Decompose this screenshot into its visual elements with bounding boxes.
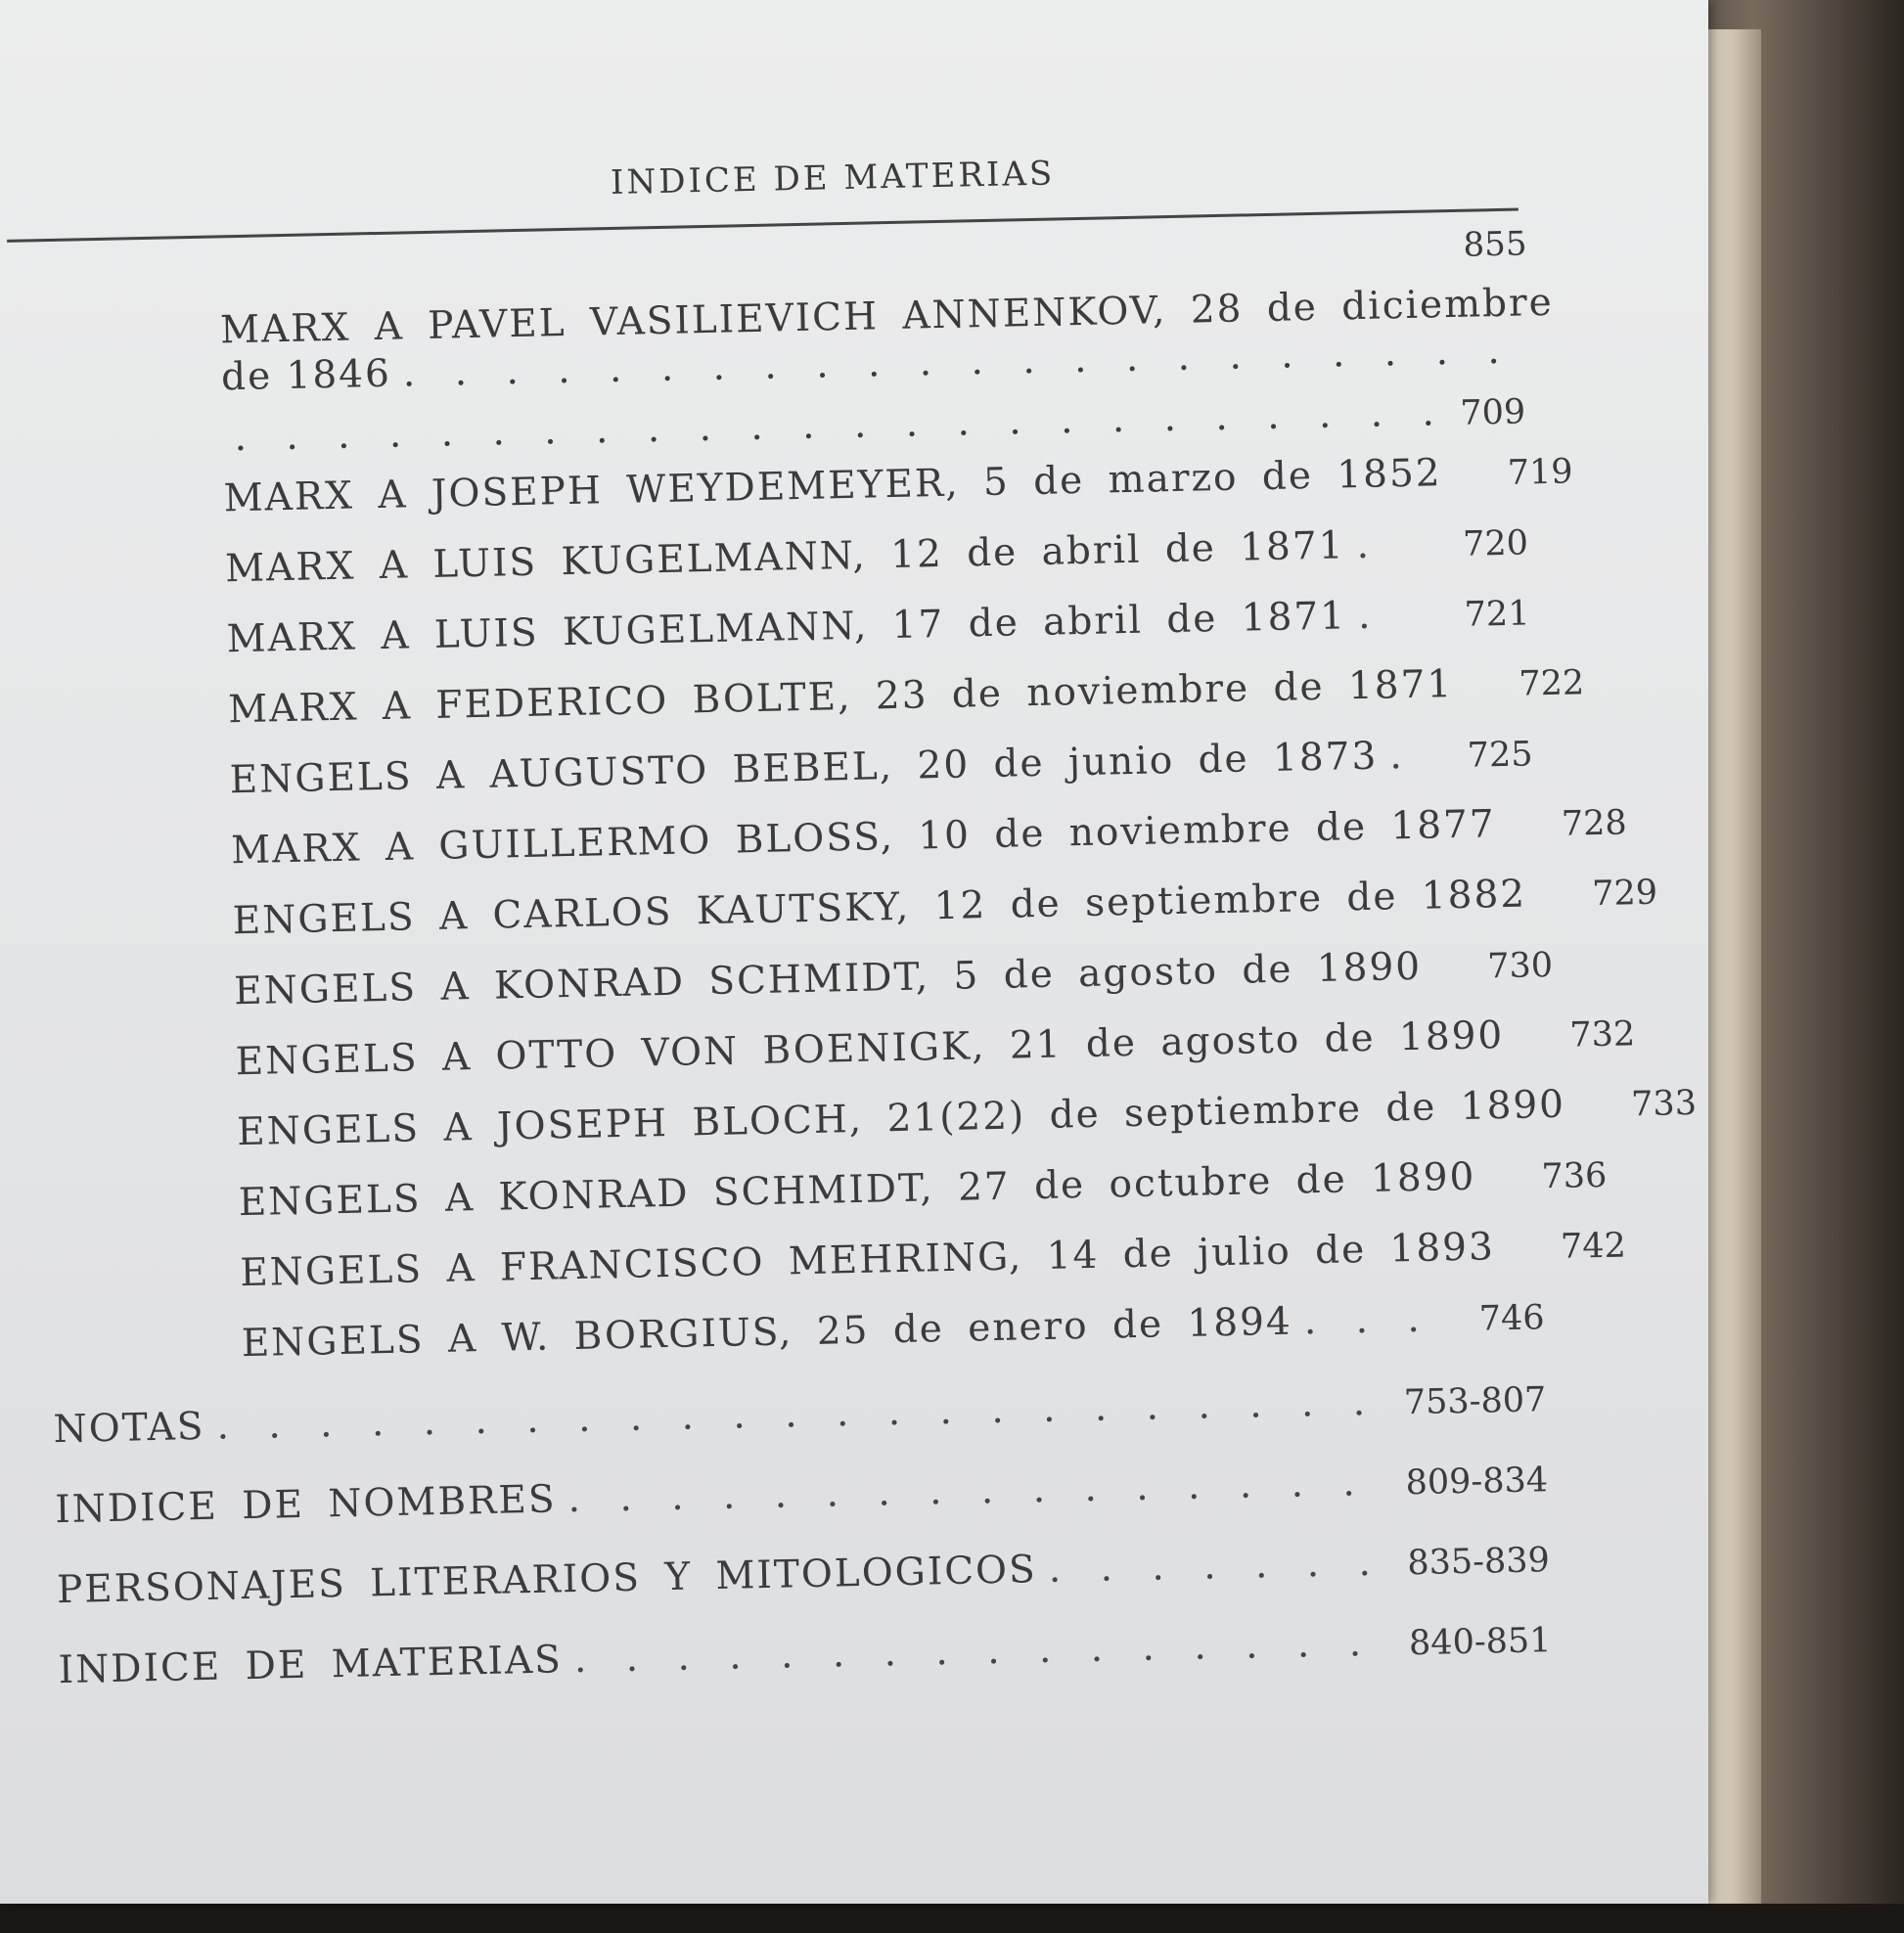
toc-entry-page: 719 [1507, 452, 1573, 493]
leader-dots [1465, 662, 1466, 706]
toc-entry [235, 1012, 1636, 1085]
leader-dots [1507, 802, 1508, 846]
toc-entry-page: 742 [1560, 1226, 1627, 1267]
toc-entry-title: ENGELS A FRANCISCO MEHRING, 14 de julio de 1893 [239, 1225, 1496, 1296]
toc-entry [232, 872, 1658, 944]
header-rule [7, 208, 1519, 243]
toc-section-title: NOTAS [53, 1404, 205, 1453]
toc-entry-title: ENGELS A W. BORGIUS, 25 de enero de 1894 [241, 1299, 1293, 1367]
toc-entry-title: ENGELS A KONRAD SCHMIDT, 27 de octubre de 1890 [238, 1154, 1476, 1226]
toc-entry-page: 736 [1541, 1155, 1608, 1197]
toc-entry-title: MARX A LUIS KUGELMANN, 17 de abril de 1871 [226, 594, 1347, 662]
leader-dots [1433, 945, 1434, 989]
toc-entry [233, 942, 1554, 1014]
page-number: 855 [1463, 224, 1527, 265]
toc-section [55, 1457, 1549, 1532]
leader-dots [1303, 1297, 1426, 1344]
toc-entry-title: MARX A JOSEPH WEYDEMEYER, 5 de marzo de 1852 [223, 451, 1443, 521]
toc-entry-line2: de 1846 [220, 351, 392, 400]
toc-section-title: PERSONAJES LITERARIOS Y MITOLOGICOS [56, 1548, 1038, 1613]
running-header-title: INDICE DE MATERIAS [610, 154, 1056, 202]
toc-entry [238, 1153, 1608, 1226]
leader-dots [234, 390, 1449, 460]
toc-entry-title: ENGELS A JOSEPH BLOCH, 21(22) de septiembre de 1890 [236, 1082, 1566, 1155]
leader-dots [1506, 1225, 1507, 1269]
toc-section [58, 1617, 1552, 1692]
toc-entry [241, 1294, 1545, 1366]
toc-entry-title: ENGELS A KONRAD SCHMIDT, 5 de agosto de 1890 [233, 944, 1423, 1014]
toc-entry-page: 721 [1464, 594, 1530, 635]
toc-entry-page: 746 [1478, 1298, 1545, 1339]
toc-section-pages: 840-851 [1408, 1621, 1552, 1664]
leader-dots [1389, 734, 1414, 778]
toc-section-title: INDICE DE NOMBRES [54, 1477, 557, 1533]
toc-section-pages: 753-807 [1403, 1380, 1547, 1423]
toc-entry-title: MARX A FEDERICO BOLTE, 23 de noviembre de 1871 [227, 662, 1454, 733]
toc-entry [227, 660, 1585, 733]
leader-dots [573, 1621, 1393, 1683]
toc-entry-page: 725 [1467, 735, 1533, 776]
toc-entry [229, 731, 1533, 802]
toc-entry-page: 732 [1569, 1014, 1636, 1056]
leader-dots [1453, 451, 1454, 495]
toc-entry-page: 728 [1561, 803, 1628, 844]
toc-entry-page: 720 [1462, 523, 1529, 564]
toc-entry-title: MARX A LUIS KUGELMANN, 12 de abril de 1871 [224, 523, 1345, 592]
toc-entry-line1: MARX A PAVEL VASILIEVICH ANNENKOV, 28 de diciembre [219, 280, 1555, 353]
toc-entry-page: 709 [1459, 392, 1526, 433]
toc-section-pages: 835-839 [1406, 1541, 1551, 1584]
toc-entry [236, 1082, 1698, 1155]
toc-entry [226, 590, 1530, 661]
toc-entry-title: MARX A GUILLERMO BLOSS, 10 de noviembre de 1877 [230, 802, 1497, 874]
leader-dots [1356, 522, 1409, 567]
toc-entry-page: 733 [1630, 1083, 1698, 1125]
leader-dots [1358, 593, 1411, 638]
toc-entry-page: 730 [1486, 945, 1554, 987]
leader-dots [1538, 872, 1539, 916]
toc-section-title: INDICE DE MATERIAS [58, 1638, 564, 1693]
leader-dots [567, 1461, 1389, 1522]
toc-entry [230, 801, 1628, 874]
leader-dots [1487, 1154, 1488, 1198]
toc-section [53, 1376, 1547, 1452]
toc-entry-title: ENGELS A OTTO VON BOENIGK, 21 de agosto de 1890 [235, 1013, 1505, 1085]
toc-entry-page: 722 [1518, 663, 1585, 704]
leader-dots [1577, 1082, 1578, 1126]
toc-entry [225, 519, 1529, 591]
leader-dots [1048, 1541, 1391, 1592]
toc-section [57, 1537, 1551, 1612]
toc-entry [223, 449, 1573, 521]
toc-entry-title: ENGELS A CARLOS KAUTSKY, 12 de septiembre de 1882 [232, 872, 1527, 944]
toc-section-pages: 809-834 [1405, 1461, 1549, 1504]
leader-dots [216, 1380, 1388, 1449]
leader-dots [1516, 1013, 1517, 1057]
toc-entry-title: ENGELS A AUGUSTO BEBEL, 20 de junio de 1873 [229, 734, 1379, 803]
toc-entry [239, 1224, 1627, 1296]
toc-entry-page: 729 [1591, 873, 1658, 915]
toc-entry-page-line [222, 388, 1526, 460]
